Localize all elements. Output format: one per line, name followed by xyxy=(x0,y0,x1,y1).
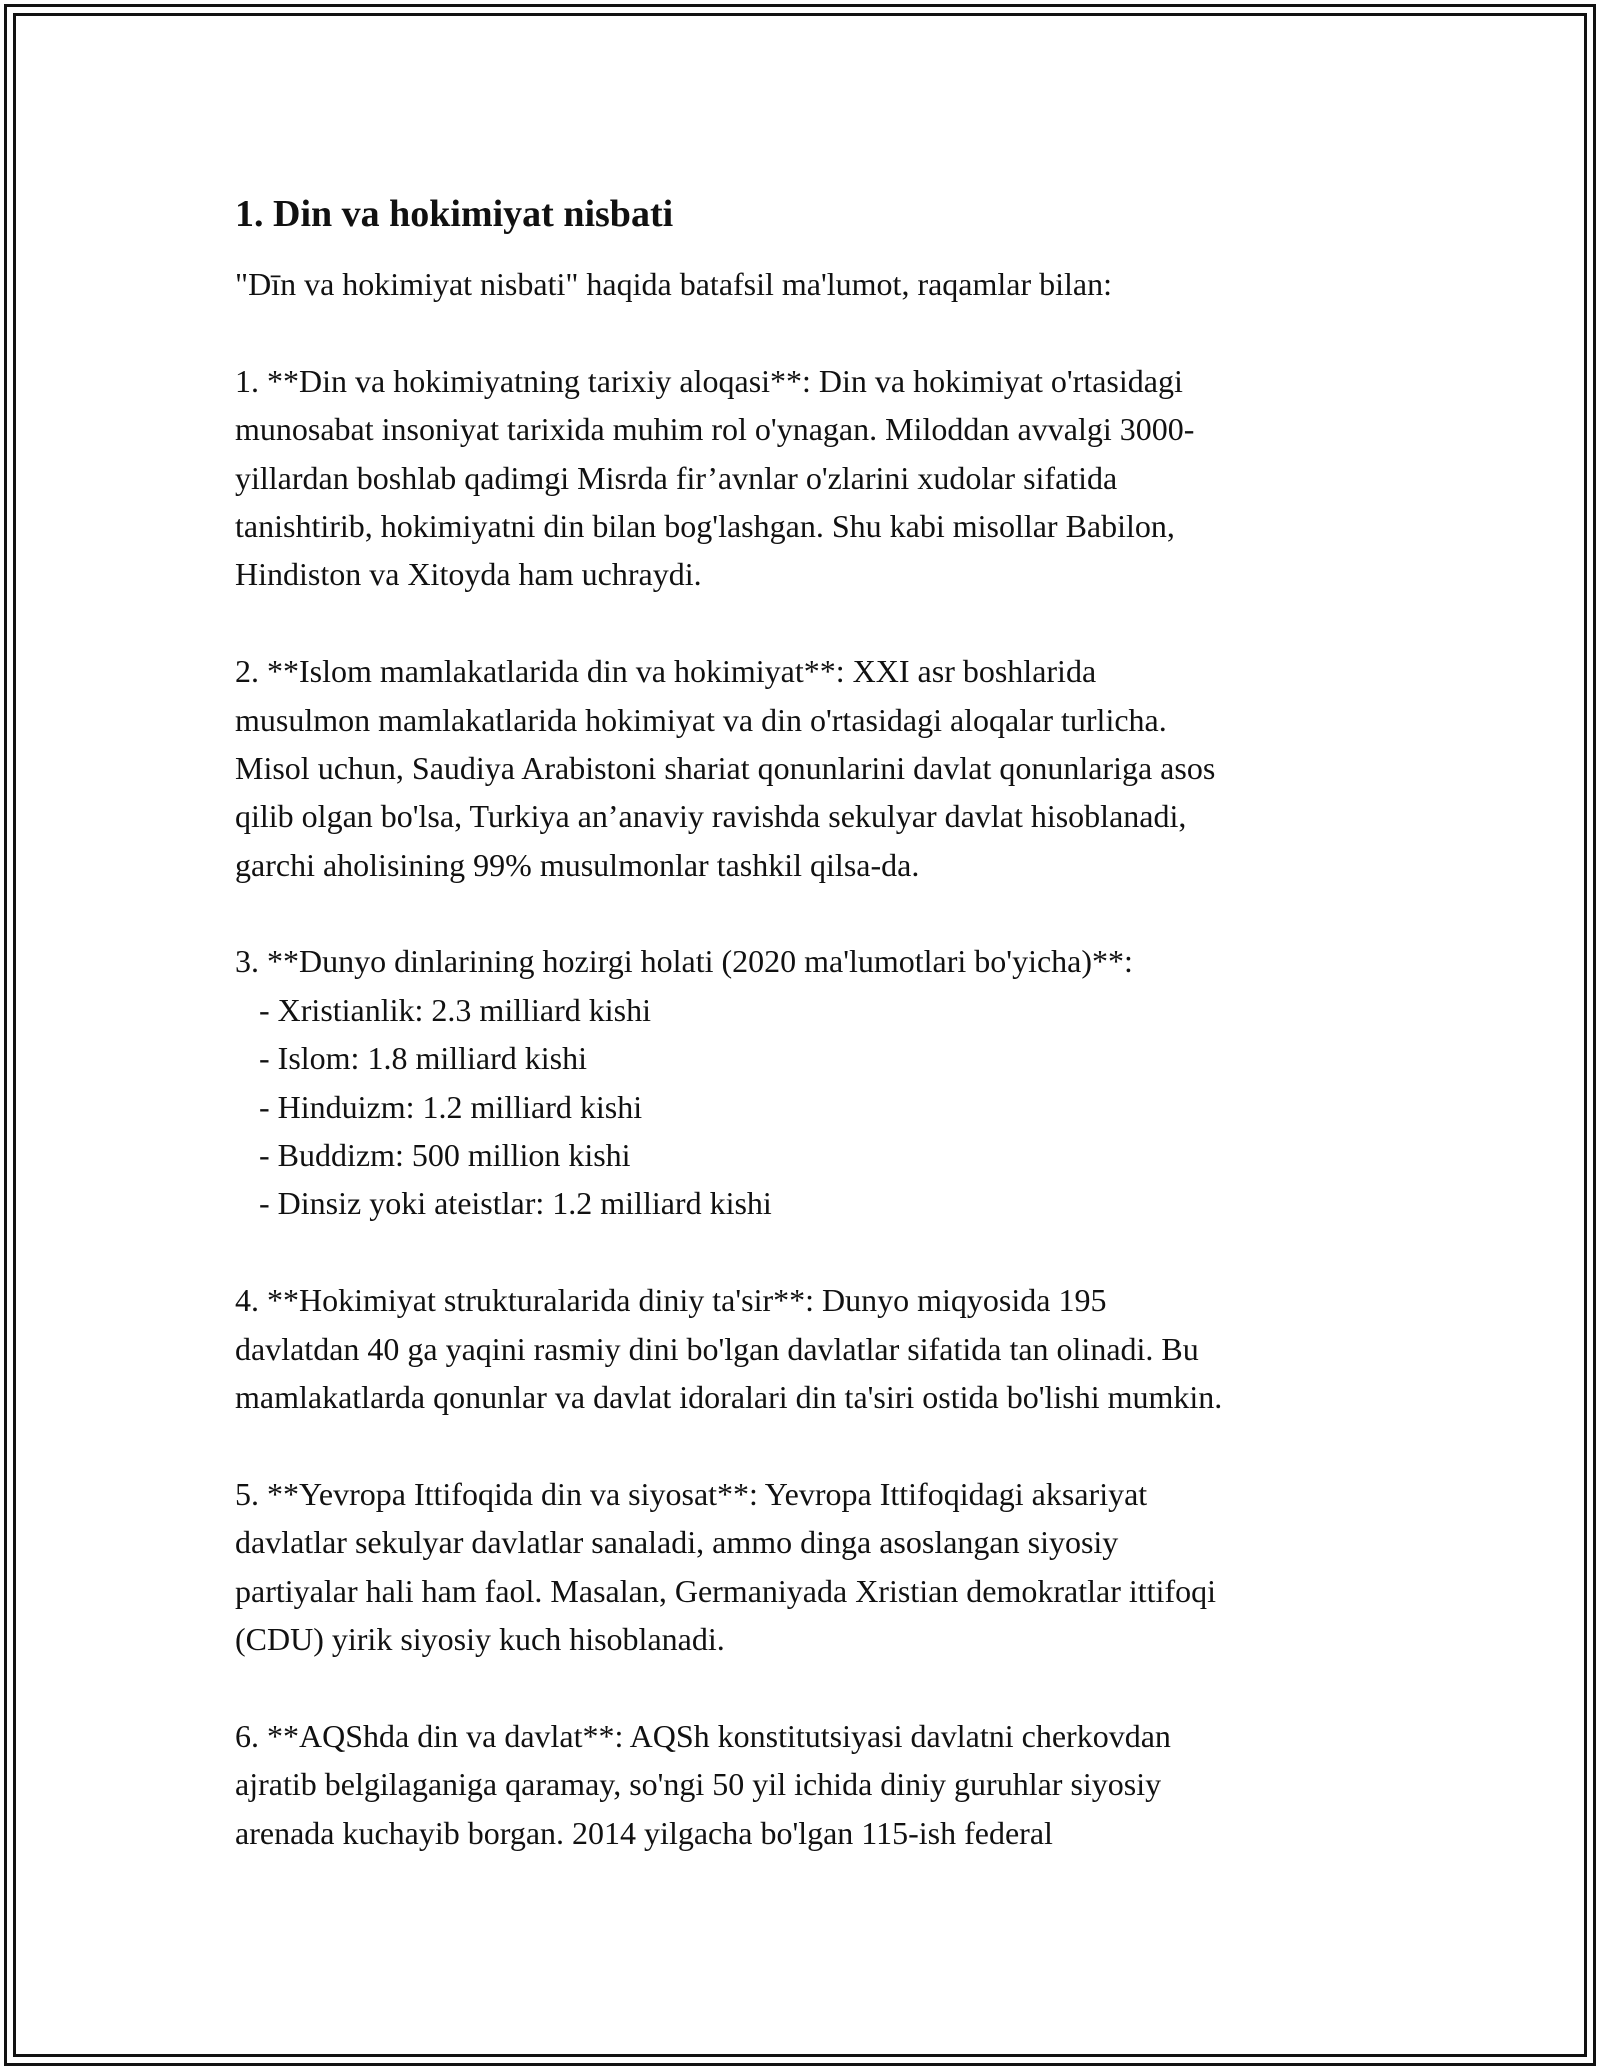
text-line: qilib olgan bo'lsa, Turkiya an’anaviy ravishda sekulyar davlat hisoblanadi, xyxy=(235,798,1187,835)
text-line: 2. **Islom mamlakatlarida din va hokimiyat**: XXI asr boshlarida xyxy=(235,653,1097,690)
paragraph-gap xyxy=(235,889,1395,937)
text-line: davlatdan 40 ga yaqini rasmiy dini bo'lgan davlatlar sifatida tan olinadi. Bu xyxy=(235,1330,1199,1367)
list-item: - Dinsiz yoki ateistlar: 1.2 milliard kishi xyxy=(235,1185,772,1222)
list-item: - Hinduizm: 1.2 milliard kishi xyxy=(235,1088,643,1125)
text-line: ajratib belgilaganiga qaramay, so'ngi 50 yil ichida diniy guruhlar siyosiy xyxy=(235,1766,1162,1803)
text-line: Hindiston va Xitoyda ham uchraydi. xyxy=(235,556,702,593)
text-line: 1. **Din va hokimiyatning tarixiy aloqasi**: Din va hokimiyat o'rtasidagi xyxy=(235,362,1183,399)
list-item: - Xristianlik: 2.3 milliard kishi xyxy=(235,991,651,1028)
text-line: Misol uchun, Saudiya Arabistoni shariat qonunlarini davlat qonunlariga asos xyxy=(235,749,1216,786)
text-line: tanishtirib, hokimiyatni din bilan bog'lashgan. Shu kabi misollar Babilon, xyxy=(235,507,1175,544)
text-line: munosabat insoniyat tarixida muhim rol o'ynagan. Miloddan avvalgi 3000- xyxy=(235,411,1195,448)
paragraph-gap xyxy=(235,308,1395,356)
text-line: 5. **Yevropa Ittifoqida din va siyosat**: Yevropa Ittifoqidagi aksariyat xyxy=(235,1475,1148,1512)
text-line: yillardan boshlab qadimgi Misrda fir’avnlar o'zlarini xudolar sifatida xyxy=(235,459,1118,496)
text-line: (CDU) yirik siyosiy kuch hisoblanadi. xyxy=(235,1620,725,1657)
text-line: partiyalar hali ham faol. Masalan, Germaniyada Xristian demokratlar ittifoqi xyxy=(235,1572,1216,1609)
text-line: 3. **Dunyo dinlarining hozirgi holati (2020 ma'lumotlari bo'yicha)**: xyxy=(235,943,1133,980)
text-line: davlatlar sekulyar davlatlar sanaladi, ammo dinga asoslangan siyosiy xyxy=(235,1524,1119,1561)
section-3 xyxy=(235,937,1395,1227)
list-item: - Islom: 1.8 milliard kishi xyxy=(235,1040,587,1077)
section-heading: 1. Din va hokimiyat nisbati xyxy=(235,193,674,235)
text-line: 4. **Hokimiyat strukturalarida diniy ta'sir**: Dunyo miqyosida 195 xyxy=(235,1282,1107,1319)
text-line: arenada kuchayib borgan. 2014 yilgacha bo'lgan 115-ish federal xyxy=(235,1814,1053,1851)
paragraph-gap xyxy=(235,599,1395,647)
paragraph-gap xyxy=(235,1421,1395,1469)
text-line: mamlakatlarda qonunlar va davlat idoralari din ta'siri ostida bo'lishi mumkin. xyxy=(235,1378,1223,1415)
intro-line: "Dīn va hokimiyat nisbati" haqida batafsil ma'lumot, raqamlar bilan: xyxy=(235,266,1113,302)
document-body xyxy=(235,188,1395,1857)
paragraph-gap xyxy=(235,1228,1395,1276)
section-2 xyxy=(235,647,1395,889)
text-line: musulmon mamlakatlarida hokimiyat va din o'rtasidagi aloqalar turlicha. xyxy=(235,701,1167,738)
section-1 xyxy=(235,357,1395,599)
paragraph-gap xyxy=(235,1663,1395,1711)
section-4 xyxy=(235,1276,1395,1421)
text-line: 6. **AQShda din va davlat**: AQSh konstitutsiyasi davlatni cherkovdan xyxy=(235,1717,1171,1754)
section-5 xyxy=(235,1470,1395,1664)
text-line: garchi aholisining 99% musulmonlar tashkil qilsa-da. xyxy=(235,846,920,883)
list-item: - Buddizm: 500 million kishi xyxy=(235,1137,631,1174)
section-6 xyxy=(235,1712,1395,1857)
